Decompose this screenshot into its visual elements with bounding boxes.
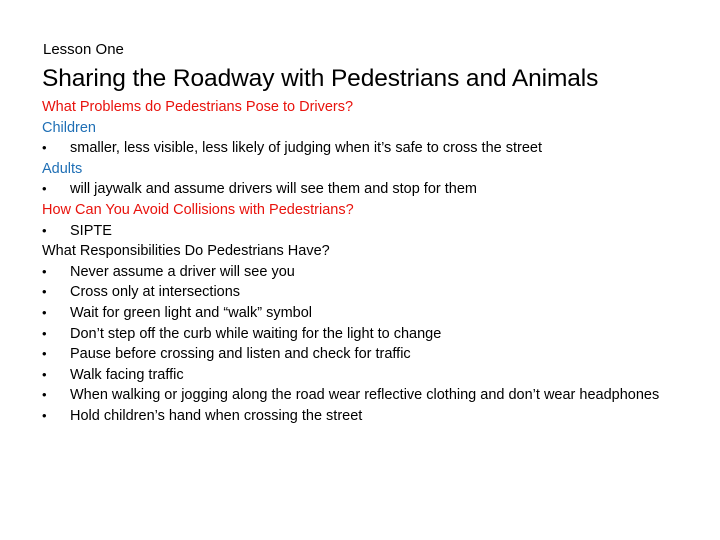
bullet-item: [42, 365, 682, 386]
bullet-item: [42, 344, 682, 365]
bullet-text: SIPTE: [70, 222, 112, 239]
bullet-marker: •: [42, 304, 47, 320]
subheading-children: Children: [42, 119, 96, 136]
bullet-marker: •: [42, 181, 47, 197]
slide-body: [42, 97, 682, 427]
bullet-marker: •: [42, 263, 47, 279]
bullet-item: [42, 303, 682, 324]
bullet-text: Never assume a driver will see you: [70, 263, 295, 280]
bullet-marker: •: [42, 366, 47, 382]
bullet-text: Wait for green light and “walk” symbol: [70, 304, 313, 321]
bullet-text: Hold children’s hand when crossing the street: [70, 407, 363, 424]
lesson-label: Lesson One: [43, 41, 124, 58]
bullet-text: Don’t step off the curb while waiting for the light to change: [70, 325, 442, 342]
bullet-text: Pause before crossing and listen and check for traffic: [70, 346, 411, 363]
bullet-text: smaller, less visible, less likely of judging when it’s safe to cross the street: [70, 140, 542, 157]
bullet-text: Cross only at intersections: [70, 284, 241, 301]
bullet-text: Walk facing traffic: [70, 366, 184, 383]
bullet-marker: •: [42, 325, 47, 341]
bullet-item: [42, 221, 682, 242]
bullet-item: [42, 179, 682, 200]
bullet-text: will jaywalk and assume drivers will see them and stop for them: [70, 181, 477, 198]
bullet-marker: •: [42, 407, 47, 423]
bullet-text: When walking or jogging along the road wear reflective clothing and don’t wear headphones: [70, 387, 660, 404]
bullet-marker: •: [42, 222, 47, 238]
bullet-marker: •: [42, 284, 47, 300]
question-heading-responsibilities: What Responsibilities Do Pedestrians Have?: [42, 243, 330, 260]
bullet-item: [42, 282, 682, 303]
bullet-marker: •: [42, 346, 47, 362]
bullet-marker: •: [42, 140, 47, 156]
slide-title: Sharing the Roadway with Pedestrians and Animals: [42, 65, 599, 92]
bullet-item: [42, 262, 682, 283]
bullet-marker: •: [42, 387, 47, 403]
bullet-item: [42, 138, 682, 159]
bullet-item: [42, 324, 682, 345]
question-heading-avoid-collisions: How Can You Avoid Collisions with Pedestrians?: [42, 201, 354, 218]
bullet-item: [42, 406, 682, 427]
question-heading-problems: What Problems do Pedestrians Pose to Drivers?: [42, 99, 354, 115]
subheading-adults: Adults: [42, 160, 83, 177]
bullet-item: [42, 385, 682, 406]
